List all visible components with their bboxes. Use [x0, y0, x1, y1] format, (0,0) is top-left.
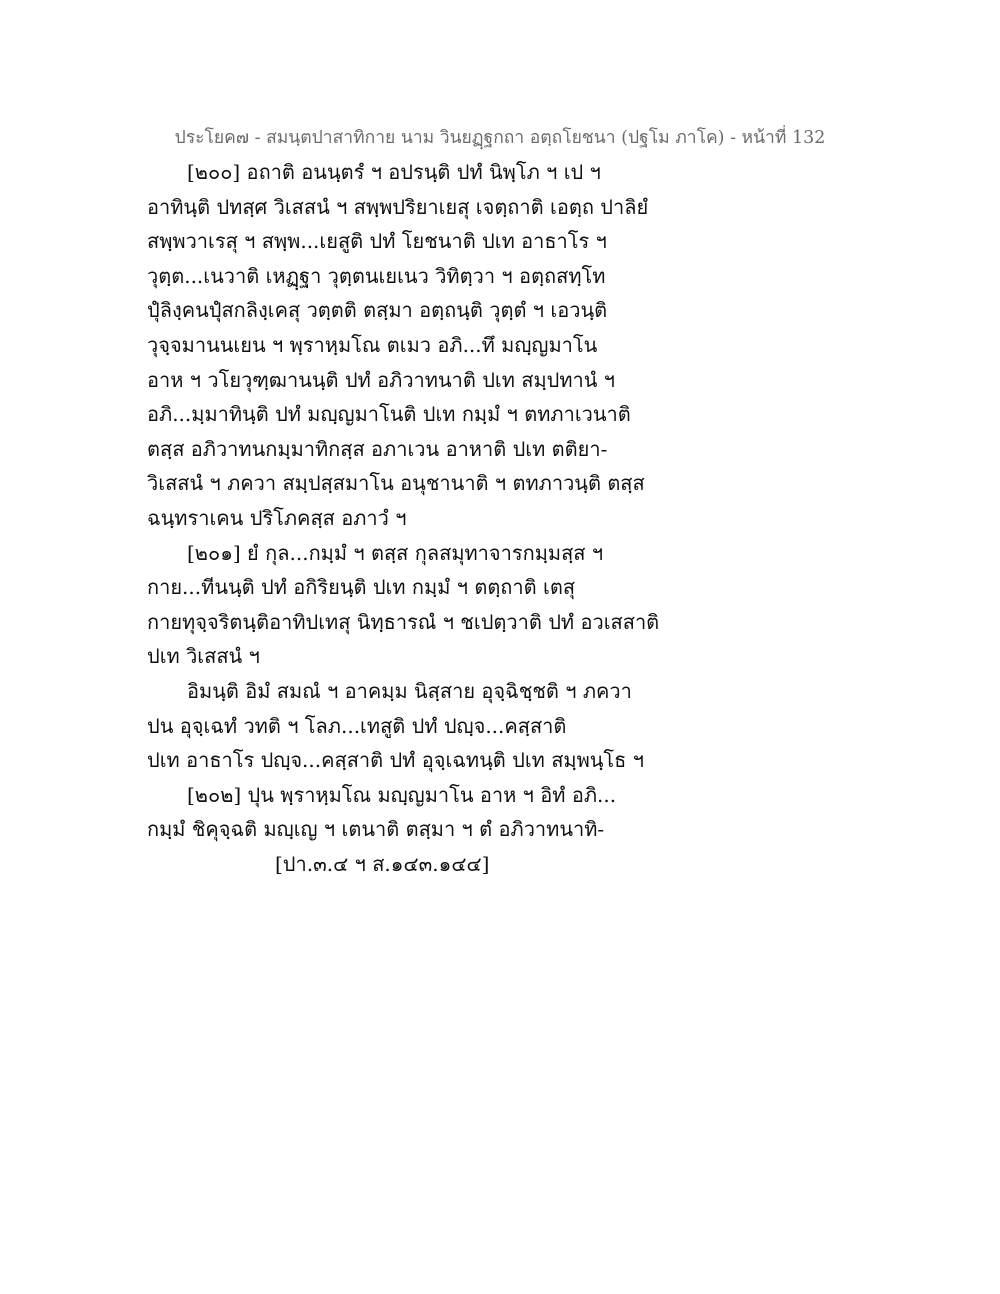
paragraph-line: อาห ฯ วโยวุฑฺฒานนฺติ ปทํ อภิวาทนาติ ปเท สมฺปทานํ ฯ [147, 367, 616, 392]
paragraph-line: วิเสสนํ ฯ ภควา สมฺปสฺสมาโน อนุชานาติ ฯ ตทภาวนฺติ ตสฺส [147, 471, 645, 496]
paragraph-line: ปุํลิงฺคนปุํสกลิงฺเคสุ วตฺตติ ตสฺมา อตฺถนฺติ วุตฺตํ ฯ เอวนฺติ [147, 298, 608, 323]
page-header: ประโยค๗ - สมนฺตปาสาทิกาย นาม วินยฏฺฐกถา อตฺถโยชนา (ปฐโม ภาโค) - หน้าที่ 132 [174, 128, 826, 148]
paragraph-line: [๒๐๐] อถาติ อนนฺตรํ ฯ อปรนฺติ ปทํ นิพฺโภ ฯ เป ฯ [187, 160, 601, 184]
paragraph-line: ปเท วิเสสนํ ฯ [147, 644, 260, 669]
paragraph-line: วุจฺจมานนเยน ฯ พฺราหฺมโณ ตเมว อภิ...ทึ มญฺญมาโน [147, 332, 598, 357]
paragraph-line: กมฺมํ ชิคุจฺฉติ มญฺเญ ฯ เตนาติ ตสฺมา ฯ ตํ อภิวาทนาทิ- [147, 817, 605, 842]
paragraph-line: อาทินฺติ ปทสฺศ วิเสสนํ ฯ สพฺพปริยาเยสุ เจตฺถาติ เอตฺถ ปาลิยํ [147, 194, 649, 219]
paragraph-line: ปเท อาธาโร ปญฺจ...คสฺสาติ ปทํ อุจฺเฉทนฺติ ปเท สมฺพนฺโธ ฯ [147, 748, 644, 773]
paragraph-line: อภิ...มฺมาทินฺติ ปทํ มญฺญมาโนติ ปเท กมฺมํ ฯ ตทภาเวนาติ [147, 402, 631, 427]
paragraph-line: สพฺพวาเรสุ ฯ สพฺพ...เยสูติ ปทํ โยชนาติ ปเท อาธาโร ฯ [147, 229, 607, 254]
paragraph-line: [๒๐๑] ยํ กุล...กมฺมํ ฯ ตสฺส กุลสมุทาจารกมฺมสฺส ฯ [187, 540, 604, 565]
paragraph-line: วุตฺต...เนวาติ เหฏฺฐา วุตฺตนเยเนว วิทิตฺวา ฯ อตฺถสทฺโท [147, 263, 606, 288]
paragraph-line: กาย...ทีนนฺติ ปทํ อกิริยนฺติ ปเท กมฺมํ ฯ ตตฺถาติ เตสุ [147, 575, 576, 600]
paragraph-line: กายทุจฺจริตนฺติอาทิปเทสุ นิทฺธารณํ ฯ ชเปตฺวาติ ปทํ อวเสสาติ [147, 609, 660, 634]
paragraph-line: [๒๐๒] ปุน พฺราหฺมโณ มญฺญมาโน อาห ฯ อิทํ อภิ... [187, 782, 617, 807]
paragraph-line: อิมนฺติ อิมํ สมณํ ฯ อาคมฺม นิสฺสาย อุจฺฉิชฺชติ ฯ ภควา [187, 678, 632, 703]
paragraph-line: ปน อุจฺเฉทํ วทติ ฯ โลภ...เทสูติ ปทํ ปญฺจ...คสฺสาติ [147, 713, 567, 738]
paragraph-line: ตสฺส อภิวาทนกมฺมาทิกสฺส อภาเวน อาหาติ ปเท ตติยา- [147, 436, 608, 461]
body-text [147, 155, 660, 881]
footnote-reference: [ปา.๓.๔ ฯ ส.๑๔๓.๑๔๔] [275, 851, 490, 876]
paragraph-line: ฉนฺทราเคน ปริโภคสฺส อภาวํ ฯ [147, 505, 407, 530]
